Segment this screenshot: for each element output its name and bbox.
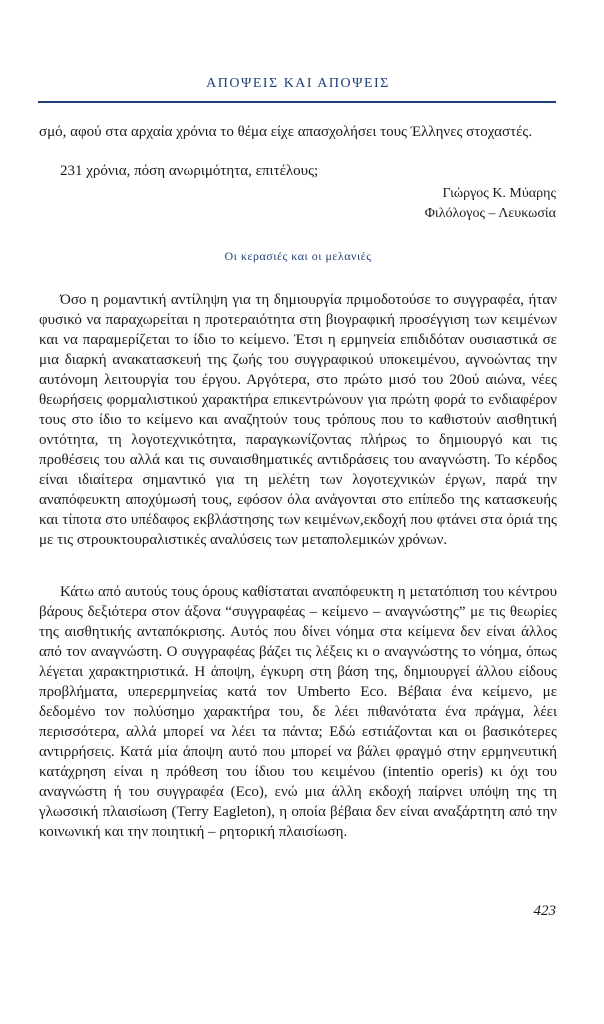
page-number: 423: [533, 903, 556, 919]
running-header-title: ΑΠΟΨΕΙΣ ΚΑΙ ΑΠΟΨΕΙΣ: [206, 76, 390, 91]
letter-author-name: Γιώργος Κ. Μύαρης: [442, 186, 556, 201]
header-rule: [38, 101, 556, 103]
article-paragraph-2: Κάτω από αυτούς τους όρους καθίσταται αναπόφευκτη η μετατόπιση του κέντρου βάρους δεξιότερα στον άξονα “συγγραφέας – κείμενο – αναγνώστης” με τις θεωρίες της αισθητικής ανταπόκρισης. Αυτός που δίνει νόημα στα κείμενα δεν είναι άλλος από τον αναγνώστη. Ο συγγραφέας βάζει τις λέξεις κι ο αναγνώστης το νόημα, όπως λέγεται χαρακτηριστικά. Η άποψη, έγκυρη στη βάση της, δημιουργεί άλλου είδους προβλήματα, υπερερμηνείας κατά τον Umberto Eco. Βέβαια ένα κείμενο, με δεδομένο τον πολύσημο χαρακτήρα του, δε λέει πιθανότατα ένα πράγμα, λέει περισσότερα, αλλά μπορεί να λέει τα πάντα; Εδώ εστιάζονται και οι βασικότερες αντιρρήσεις. Κατά μία άποψη αυτό που μπορεί να βάλει φραγμό στην ερμηνευτική κατάχρηση είναι η πρόθεση του ίδιου του κειμένου (intentio operis) κι όχι του αναγνώστη ή του συγγραφέα (Eco), ενώ μια άλλη εκδοχή παίρνει υπόψη της τη γλωσσική πλαισίωση (Terry Eagleton), η οποία βέβαια δεν είναι αναξάρτητη από την κοινωνική και την ποιητική – ρητορική πλαισίωση.: [39, 584, 557, 840]
letter-author-role: Φιλόλογος – Λευκωσία: [424, 206, 556, 221]
article-paragraph-1: Όσο η ρομαντική αντίληψη για τη δημιουργία πριμοδοτούσε το συγγραφέα, ήταν φυσικό να παραχωρείται η προτεραιότητα στη βιογραφική προσέγγιση των κειμένων και να παραμερίζεται το ίδιο το κείμενο. Έτσι η ερμηνεία επιδιδόταν ουσιαστικά σε μια διαρκή ανακατασκευή της ζωής του συγγραφικού υποκειμένου, αγνοώντας την αυτόνομη λειτουργία του έργου. Αργότερα, στο πρώτο μισό του 20ού αιώνα, νέες θεωρήσεις φορμαλιστικού χαρακτήρα επικεντρώνουν για πρώτη φορά το ενδιαφέρον τους στο ίδιο το κείμενο και αναζητούν τους τρόπους που το καθιστούν αισθητική οντότητα, τη λογοτεχνικότητα, παραγκωνίζοντας πλήρως το δημιουργό και τις προθέσεις του αλλά και τις συναισθηματικές αντιδράσεις του αναγνώστη. Το κέρδος είναι ιδιαίτερα σημαντικό για τη μελέτη των λογοτεχνικών έργων, παρά την αναπόφευκτη αποχύμωσή τους, εφόσον όλα ανάγονται στο επίπεδο της κατασκευής και τίποτα στο υπέδαφος εκβλάστησης των κειμένων,εκδοχή που φτάνει στα όριά της με τις στρουκτουραλιστικές αναλύσεις των μεταπολεμικών χρόνων.: [39, 292, 557, 548]
letter-continuation-text: σμό, αφού στα αρχαία χρόνια το θέμα είχε απασχολήσει τους Έλληνες στοχαστές.: [39, 124, 533, 140]
article-title: Οι κερασιές και οι μελανιές: [224, 249, 372, 263]
letter-closing-text: 231 χρόνια, πόση ανωριμότητα, επιτέλους;: [60, 163, 319, 179]
